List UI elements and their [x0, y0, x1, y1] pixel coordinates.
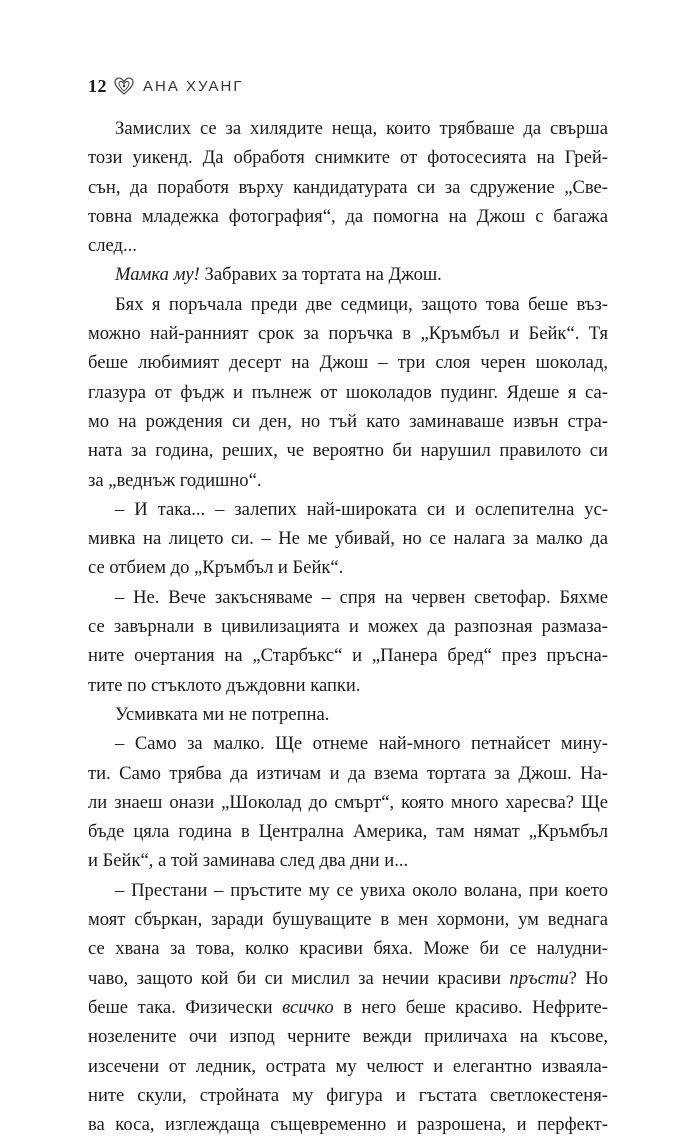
- text-span: чаво, защото кой би си мислил за нечии красиви: [88, 967, 510, 989]
- page-body: [88, 114, 608, 1139]
- text-line: [88, 260, 608, 289]
- paragraph: [88, 876, 608, 1139]
- text-line: нозелените очи изпод черните вежди приличаха на късове,: [88, 1026, 608, 1048]
- text-line: тите по стъклото дъждовни капки.: [88, 674, 361, 696]
- text-span: Забравих за тортата на Джош.: [199, 264, 442, 286]
- text-line: – Не. Вече закъсняваме – спря на червен светофар. Бяхме: [115, 586, 608, 608]
- text-line: мивка на лицето си. – Не ме убивай, но се налага за малко да: [88, 528, 608, 550]
- text-line: Усмивката ми не потрепна.: [115, 703, 330, 725]
- paragraph: [88, 290, 608, 495]
- paragraph: [88, 729, 608, 875]
- page-number: 12: [88, 75, 107, 96]
- text-span: ? Но: [568, 967, 608, 989]
- paragraph: [88, 700, 608, 729]
- text-line: ва коса, изглеждаща същевременно и разрошена, и перфект-: [88, 1114, 608, 1136]
- text-line: глазура от фъдж и пълнеж от шоколадов пудинг. Ядеше я са-: [88, 381, 608, 403]
- italic-text: Мамка му!: [115, 264, 200, 286]
- text-line: мо на рождения си ден, но тъй като заминаваше извън стра-: [88, 410, 608, 432]
- paragraph: [88, 260, 608, 289]
- text-line: и Бейк“, а той заминава след два дни и...: [88, 850, 409, 872]
- text-line: беше любимият десерт на Джош – три слоя черен шоколад,: [88, 352, 608, 374]
- text-line: се завърнали в цивилизацията и можех да разпозная размаза-: [88, 616, 608, 638]
- text-line: се отбием до „Кръмбъл и Бейк“.: [88, 557, 344, 579]
- paragraph: [88, 114, 608, 260]
- text-line: ли знаеш онази „Шоколад до смърт“, която много харесва? Ще: [88, 791, 608, 813]
- text-line: ните очертания на „Старбъкс“ и „Панера бред“ през пръсна-: [88, 645, 608, 667]
- text-line: сън, да поработя върху кандидатурата си за сдружение „Све-: [88, 176, 608, 198]
- text-line: бъде цяла година в Централна Америка, там нямат „Кръмбъл: [88, 821, 608, 843]
- text-line: ните скули, стройната му фигура и гъстата светлокестеня-: [88, 1084, 608, 1106]
- text-line: [88, 993, 608, 1022]
- text-line: – Престани – пръстите му се увиха около волана, при което: [115, 879, 608, 901]
- text-line: моят сбъркан, заради бушуващите в мен хормони, ум веднага: [88, 909, 608, 931]
- text-line: – Само за малко. Ще отнеме най-много петнайсет мину-: [115, 733, 608, 755]
- text-line: Замислих се за хилядите неща, които трябваше да свърша: [115, 118, 608, 139]
- text-line: можно най-ранният срок за поръчка в „Кръмбъл и Бейк“. Тя: [88, 323, 608, 345]
- text-span: в него беше красиво. Нефрите-: [333, 996, 608, 1018]
- text-line: се хвана за това, колко красиви бяха. Може би се налудни-: [88, 938, 608, 960]
- text-line: ти. Само трябва да изтичам и да взема тортата за Джош. На-: [88, 762, 608, 784]
- italic-text: пръсти: [509, 967, 569, 989]
- text-line: – И така... – залепих най-широката си и ослепителна ус-: [115, 498, 608, 520]
- author-name: АНА ХУАНГ: [143, 77, 244, 95]
- text-line: след...: [88, 235, 137, 257]
- paragraph: [88, 495, 608, 583]
- heart-ornament-icon: [113, 75, 135, 97]
- running-header: [88, 74, 244, 98]
- text-line: за „веднъж годишно“.: [88, 469, 262, 491]
- text-line: Бях я поръчала преди две седмици, защото това беше въз-: [115, 293, 608, 315]
- text-line: ната за година, реших, че вероятно би нарушил правилото си: [88, 440, 608, 462]
- text-line: товна младежка фотография“, да помогна на Джош с багажа: [88, 205, 608, 227]
- text-line: [88, 964, 608, 993]
- text-line: изсечени от ледник, острата му челюст и елегантно изваяла-: [88, 1055, 608, 1077]
- paragraph: [88, 583, 608, 700]
- italic-text: всичко: [282, 996, 334, 1018]
- text-line: този уикенд. Да обработя снимките от фотосесията на Грей-: [88, 147, 608, 169]
- text-span: беше така. Физически: [88, 996, 283, 1018]
